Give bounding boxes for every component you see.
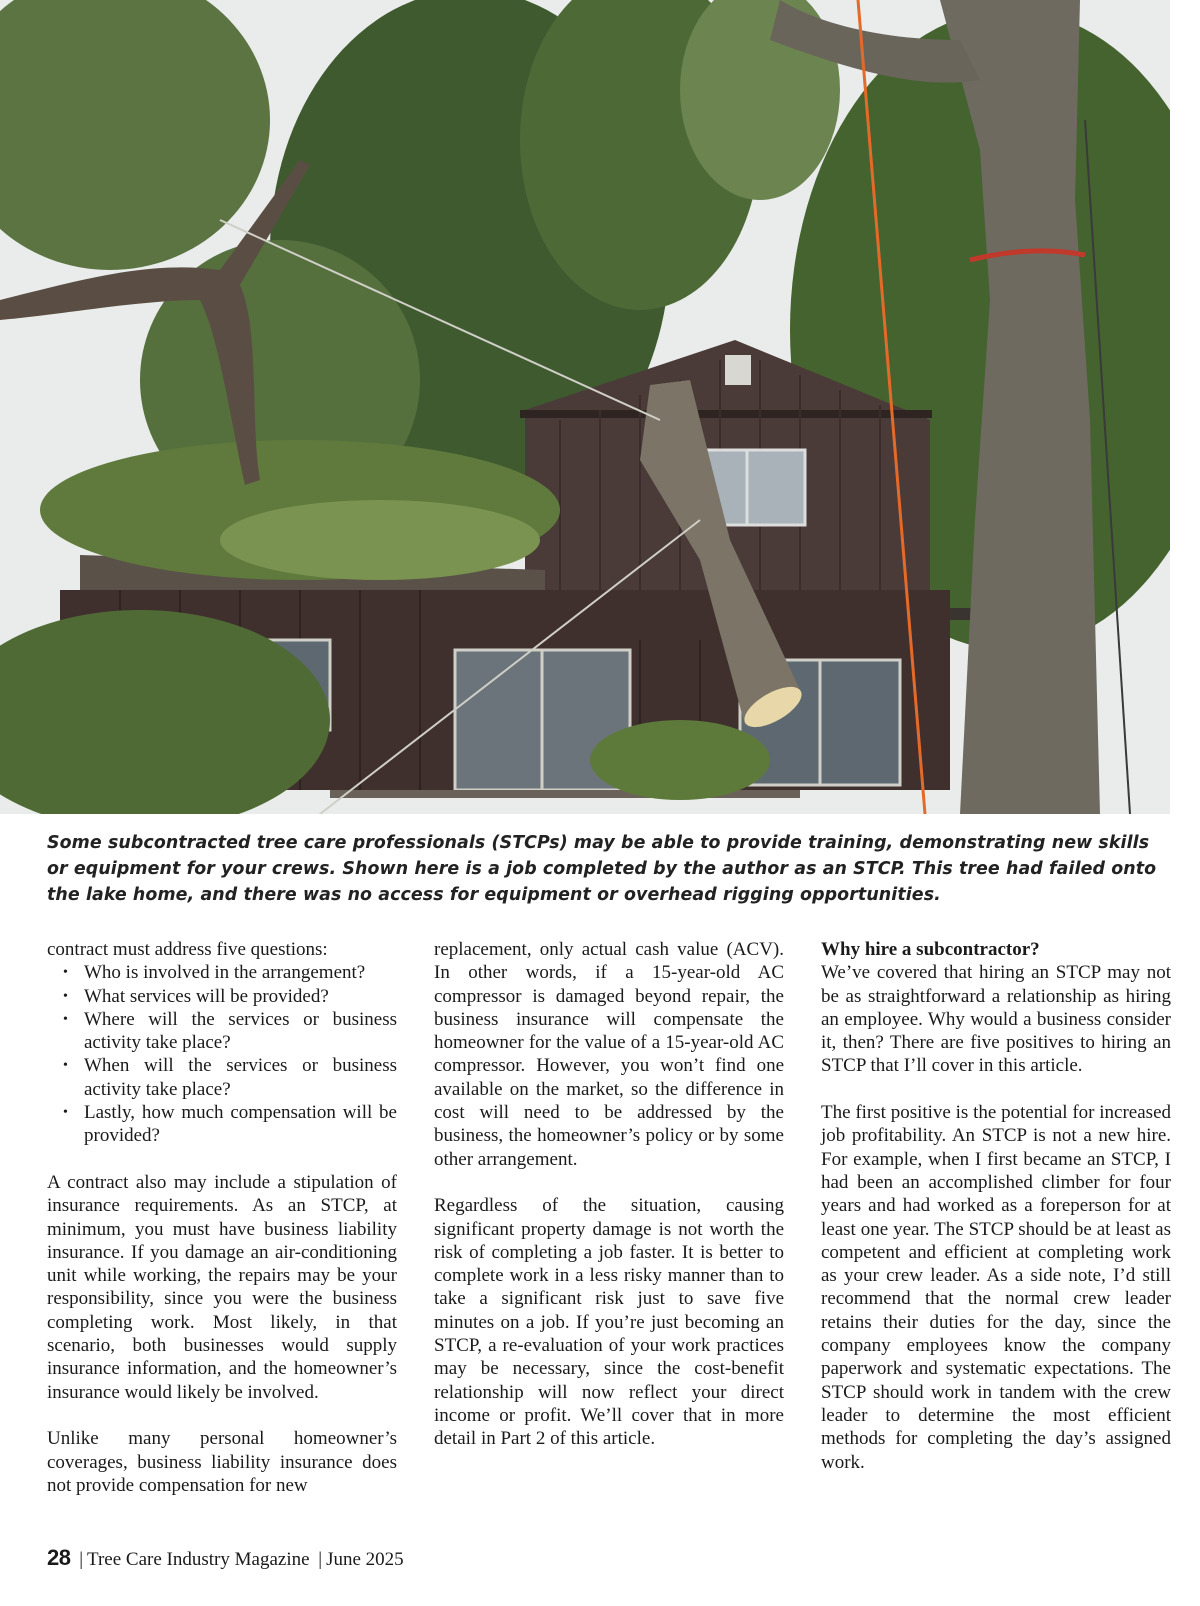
list-intro: contract must address five questions:: [47, 939, 328, 960]
list-item: • When will the services or business activity take place?: [84, 1054, 397, 1101]
photo-caption: Some subcontracted tree care professionals (STCPs) may be able to provide training, demonstrating new skills or equipment for your crews. Shown here is a job completed by the author as an STCP. This tree had failed onto the lake home, and there was no access for equipment or overhead rigging opportunities.: [47, 833, 1157, 905]
paragraph: Unlike many personal homeowner’s coverages, business liability insurance does not provide compensation for new: [47, 1428, 397, 1496]
list-item: • Who is involved in the arrangement?: [84, 961, 397, 984]
article-column-2: [434, 938, 784, 1451]
paragraph: A contract also may include a stipulation of insurance requirements. As an STCP, at minimum, you must have business liability insurance. If you damage an air-conditioning unit while working, the repairs may be your responsibility, since you were the business completing work. Most likely, in that scenario, both businesses would supply insurance information, and the homeowner’s insurance would likely be involved.: [47, 1171, 397, 1403]
page-number: 28: [47, 1545, 71, 1570]
publication-name: Tree Care Industry Magazine: [87, 1549, 310, 1570]
questions-list: [47, 961, 397, 1147]
list-item: • What services will be provided?: [84, 985, 397, 1008]
list-item: • Lastly, how much compensation will be provided?: [84, 1101, 397, 1148]
list-item: • Where will the services or business activity take place?: [84, 1008, 397, 1055]
page-footer: [47, 1546, 404, 1572]
tree-on-house-illustration: [0, 0, 1170, 814]
paragraph: We’ve covered that hiring an STCP may not be as straightforward a relationship as hiring an employee. Why would a business consider it, then? There are five positives to hiring an STCP that I’ll cover in this article.: [821, 962, 1171, 1077]
paragraph: Regardless of the situation, causing significant property damage is not worth the risk of completing a job faster. It is better to complete work in a less risky manner than to take a significant risk just to save five minutes on a job. If you’re just becoming an STCP, a re-evaluation of your work practices may be necessary, since the cost-benefit relationship will now reflect your direct income or profit. We’ll cover that in more detail in Part 2 of this article.: [434, 1195, 784, 1450]
article-column-1: [47, 938, 397, 1497]
article-column-3: [821, 938, 1171, 1474]
paragraph: The first positive is the potential for increased job profitability. An STCP is not a new hire. For example, when I first became an STCP, I had been an accomplished climber for four years and had worked as a foreperson for at least one year. The STCP should be at least as competent and efficient at completing work as your crew leader. As a side note, I’d still recommend that the normal crew leader retains their duties for the day, since the company employees know the company paperwork and systematic expectations. The STCP should work in tandem with the crew leader to determine the most efficient methods for completing the day’s assigned work.: [821, 1102, 1171, 1473]
issue-date: June 2025: [326, 1549, 404, 1570]
footer-divider: |: [79, 1549, 84, 1570]
article-photo: [0, 0, 1170, 814]
paragraph: replacement, only actual cash value (ACV). In other words, if a 15-year-old AC compressor is damaged beyond repair, the business insurance will compensate the homeowner for the value of a 15-year-old AC compressor. However, you won’t find one available on the market, so the difference in cost will need to be addressed by the business, the homeowner’s policy or by some other arrangement.: [434, 939, 784, 1170]
footer-divider: |: [318, 1549, 323, 1570]
section-heading: Why hire a subcontractor?: [821, 939, 1040, 960]
